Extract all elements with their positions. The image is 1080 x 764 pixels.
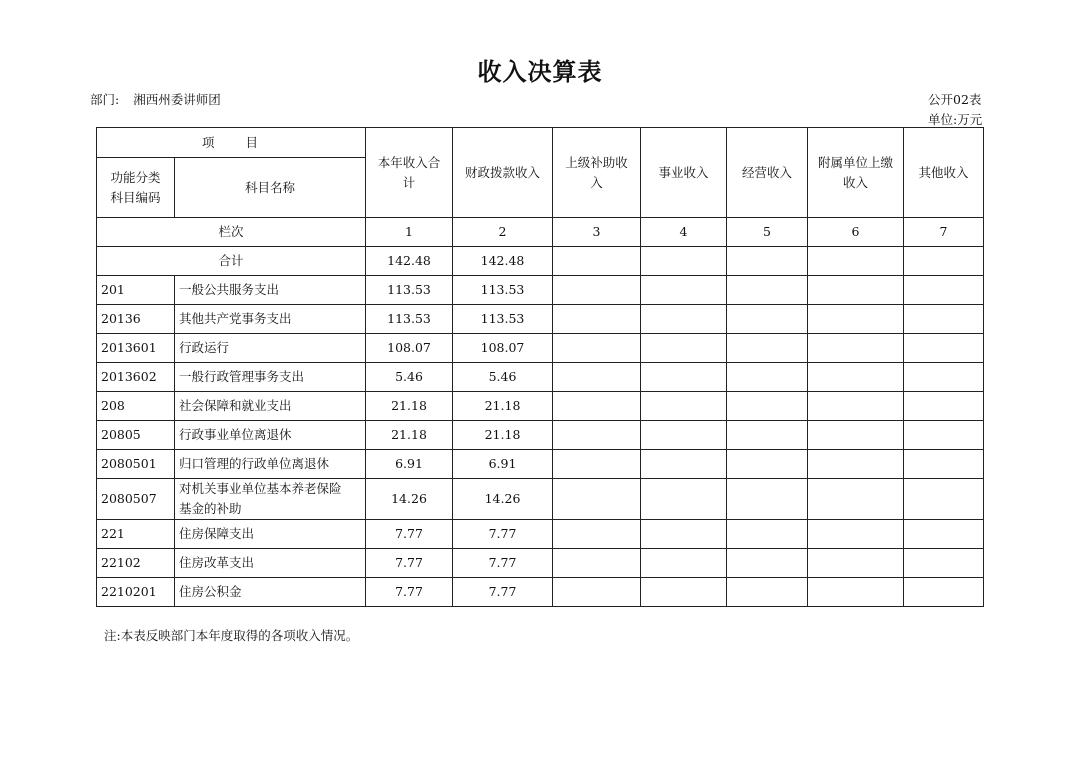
row-value [641,479,727,520]
income-table [96,127,984,607]
row-name: 一般公共服务支出 [175,276,366,305]
department-label: 部门: [90,92,120,107]
row-value [808,421,904,450]
row-value: 21.18 [366,421,453,450]
row-code: 2080507 [97,479,175,520]
header-col-1: 本年收入合 计 [366,128,453,218]
row-value [641,578,727,607]
row-value [727,549,808,578]
row-value: 113.53 [366,305,453,334]
col-number: 1 [366,218,453,247]
header-col-7: 其他收入 [904,128,984,218]
row-name: 归口管理的行政单位离退休 [175,450,366,479]
row-value [808,578,904,607]
col-number: 3 [553,218,641,247]
row-value [904,305,984,334]
row-value [553,578,641,607]
row-name: 住房保障支出 [175,520,366,549]
table-row [97,363,984,392]
row-value [808,305,904,334]
table-row [97,479,984,520]
row-code: 20136 [97,305,175,334]
row-value [641,450,727,479]
row-code: 221 [97,520,175,549]
row-value: 14.26 [453,479,553,520]
table-row [97,392,984,421]
row-value [727,479,808,520]
row-value [727,450,808,479]
row-value [904,479,984,520]
row-value [553,520,641,549]
lanci-label: 栏次 [97,218,366,247]
row-value: 113.53 [453,276,553,305]
row-value: 113.53 [453,305,553,334]
col-number: 6 [808,218,904,247]
row-value [727,392,808,421]
header-col-3: 上级补助收 入 [553,128,641,218]
footnote: 注:本表反映部门本年度取得的各项收入情况。 [104,628,359,643]
department-line [90,90,221,108]
unit-label: 单位:万元 [928,112,983,127]
row-value: 108.07 [366,334,453,363]
row-value [727,520,808,549]
row-value [904,363,984,392]
row-code: 208 [97,392,175,421]
row-value [904,392,984,421]
row-value [727,334,808,363]
row-value: 6.91 [366,450,453,479]
row-value [641,276,727,305]
row-value [641,305,727,334]
total-value [727,247,808,276]
row-value: 7.77 [453,549,553,578]
row-value: 7.77 [366,578,453,607]
row-value [808,549,904,578]
row-value: 7.77 [453,578,553,607]
row-value [904,334,984,363]
table-row [97,578,984,607]
row-value: 21.18 [453,421,553,450]
row-code: 2210201 [97,578,175,607]
total-value [641,247,727,276]
row-value [553,479,641,520]
row-value: 108.07 [453,334,553,363]
row-code: 201 [97,276,175,305]
header-col-5: 经营收入 [727,128,808,218]
row-value [808,392,904,421]
row-code: 2013601 [97,334,175,363]
header-subject-name: 科目名称 [175,158,366,218]
row-value [641,334,727,363]
row-value [553,421,641,450]
row-value [553,450,641,479]
department-name: 湘西州委讲师团 [133,92,221,107]
row-value [904,276,984,305]
row-value [553,363,641,392]
row-name: 其他共产党事务支出 [175,305,366,334]
row-value [904,421,984,450]
row-value: 21.18 [366,392,453,421]
table-row [97,520,984,549]
row-value [808,520,904,549]
row-value [553,334,641,363]
row-value [904,578,984,607]
row-value [808,363,904,392]
row-name: 社会保障和就业支出 [175,392,366,421]
total-value [553,247,641,276]
header-col-2: 财政拨款收入 [453,128,553,218]
table-row [97,549,984,578]
total-value [808,247,904,276]
page-title: 收入决算表 [477,58,603,86]
row-value [727,421,808,450]
row-value [641,421,727,450]
row-name: 住房改革支出 [175,549,366,578]
row-value [904,549,984,578]
total-label: 合计 [97,247,366,276]
table-row [97,334,984,363]
row-name: 住房公积金 [175,578,366,607]
row-value [641,363,727,392]
row-name: 行政事业单位离退休 [175,421,366,450]
row-value [553,549,641,578]
row-name: 一般行政管理事务支出 [175,363,366,392]
row-code: 22102 [97,549,175,578]
total-value: 142.48 [366,247,453,276]
header-col-4: 事业收入 [641,128,727,218]
total-value: 142.48 [453,247,553,276]
col-number: 7 [904,218,984,247]
row-value [727,276,808,305]
form-number: 公开02表 [928,92,982,107]
row-code: 2013602 [97,363,175,392]
row-value: 7.77 [366,549,453,578]
row-value [641,520,727,549]
table-row [97,450,984,479]
row-value [808,450,904,479]
row-value [553,392,641,421]
row-value [641,549,727,578]
row-value: 5.46 [366,363,453,392]
row-value: 5.46 [453,363,553,392]
total-value [904,247,984,276]
col-number: 2 [453,218,553,247]
col-number: 5 [727,218,808,247]
row-name: 行政运行 [175,334,366,363]
row-value [808,479,904,520]
col-number: 4 [641,218,727,247]
row-code: 20805 [97,421,175,450]
header-item: 项 目 [97,128,366,158]
table-row [97,421,984,450]
row-value [904,450,984,479]
row-value [727,305,808,334]
row-value: 6.91 [453,450,553,479]
row-value [641,392,727,421]
row-value: 7.77 [453,520,553,549]
header-col-6: 附属单位上缴 收入 [808,128,904,218]
row-value [904,520,984,549]
table-row [97,305,984,334]
table-row [97,276,984,305]
row-value [727,578,808,607]
row-value [553,276,641,305]
row-value: 113.53 [366,276,453,305]
row-value: 21.18 [453,392,553,421]
row-value: 14.26 [366,479,453,520]
row-value [808,334,904,363]
row-value [553,305,641,334]
header-func-code: 功能分类 科目编码 [97,158,175,218]
row-name: 对机关事业单位基本养老保险 基金的补助 [175,479,366,520]
row-value [808,276,904,305]
row-code: 2080501 [97,450,175,479]
row-value: 7.77 [366,520,453,549]
row-value [727,363,808,392]
